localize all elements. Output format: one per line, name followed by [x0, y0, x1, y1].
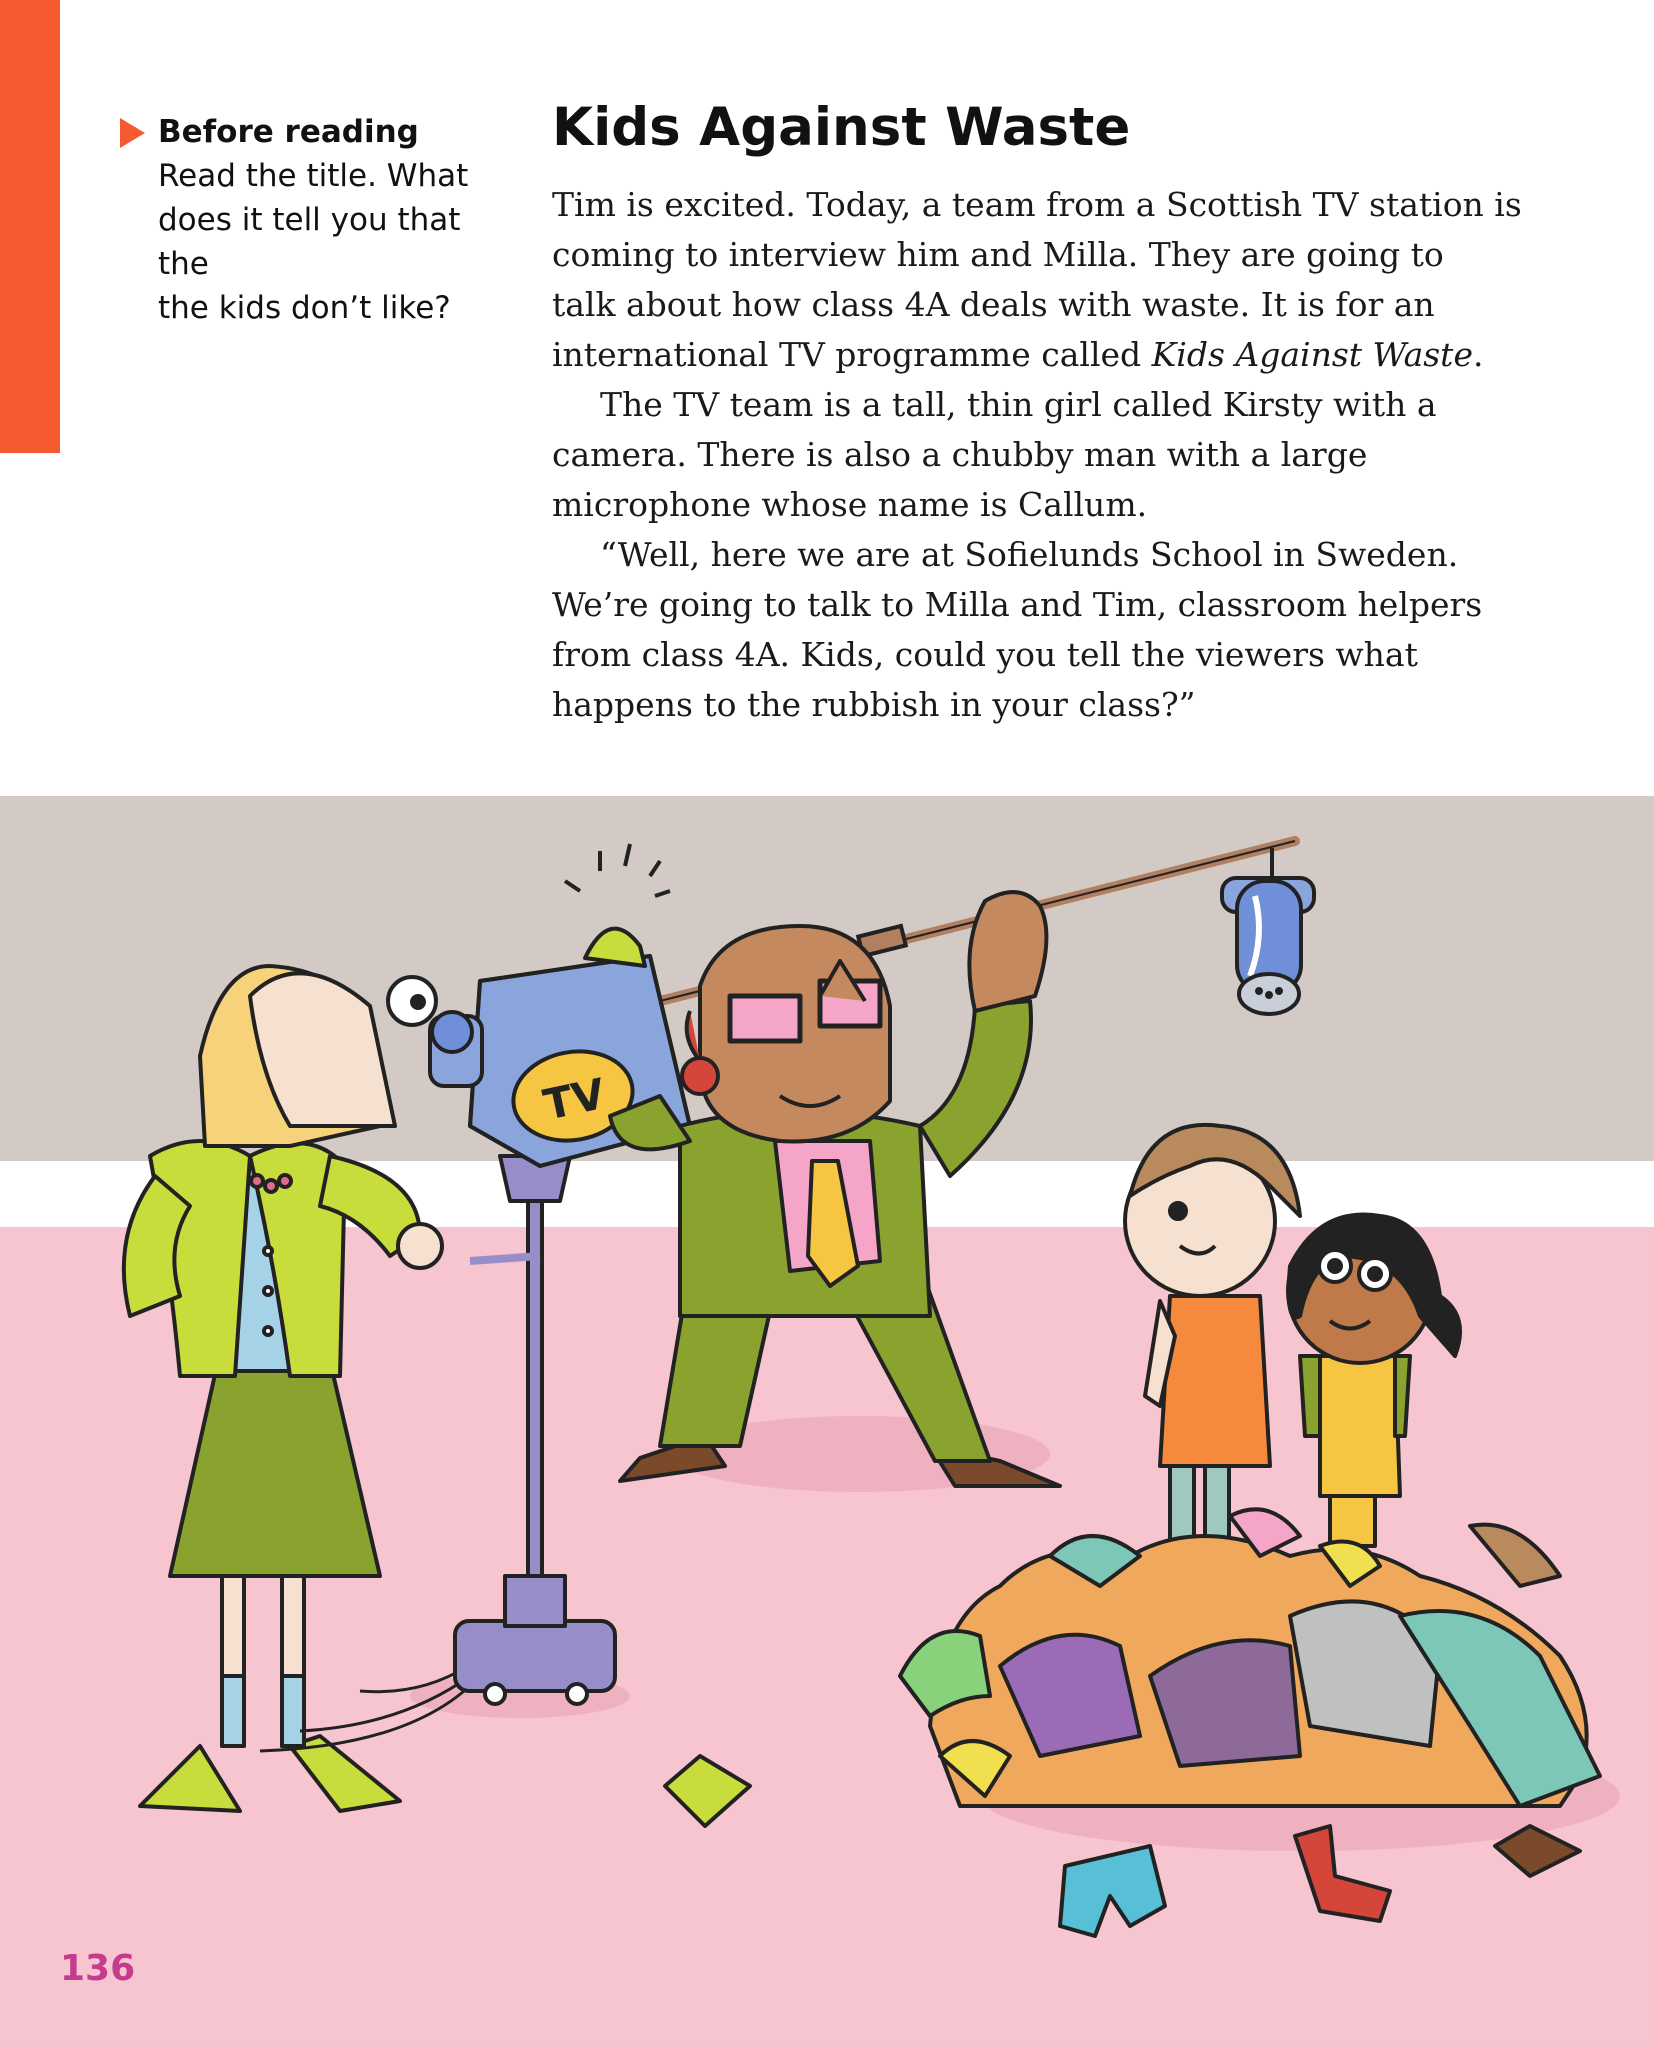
story-title: Kids Against Waste [552, 97, 1131, 158]
prompt-line: Read the title. What [158, 158, 469, 194]
prompt-line: the kids don’t like? [158, 290, 451, 326]
text-line: happens to the rubbish in your class?” [552, 685, 1196, 724]
camera-label: TV [539, 1068, 610, 1130]
tv-interview-illustration [0, 796, 1654, 2047]
before-reading-prompt [158, 154, 520, 330]
paragraph-3 [552, 530, 1562, 730]
text-line: microphone whose name is Callum. [552, 485, 1148, 524]
paragraph-1 [552, 180, 1562, 380]
story-text [552, 180, 1562, 730]
before-reading-box [120, 110, 520, 330]
text-line: from class 4A. Kids, could you tell the viewers what [552, 635, 1418, 674]
page-number: 136 [60, 1948, 136, 1989]
text-line: We’re going to talk to Milla and Tim, classroom helpers [552, 585, 1483, 624]
text-line: Tim is excited. Today, a team from a Scottish TV station is [552, 185, 1522, 224]
before-reading-heading: Before reading [158, 114, 419, 150]
prompt-line: does it tell you that the [158, 202, 461, 282]
paragraph-2 [552, 380, 1562, 530]
text-line: camera. There is also a chubby man with a large [552, 435, 1368, 474]
chapter-color-tab [0, 0, 60, 453]
text-line: international TV programme called [552, 335, 1152, 374]
text-line: coming to interview him and Milla. They are going to [552, 235, 1444, 274]
text-line: The TV team is a tall, thin girl called Kirsty with a [600, 385, 1437, 424]
text-line: talk about how class 4A deals with waste. It is for an [552, 285, 1435, 324]
text-line: . [1472, 335, 1484, 374]
text-line: “Well, here we are at Sofielunds School in Sweden. [600, 535, 1459, 574]
triangle-arrow-icon [120, 118, 145, 148]
programme-title: Kids Against Waste [1151, 335, 1473, 374]
